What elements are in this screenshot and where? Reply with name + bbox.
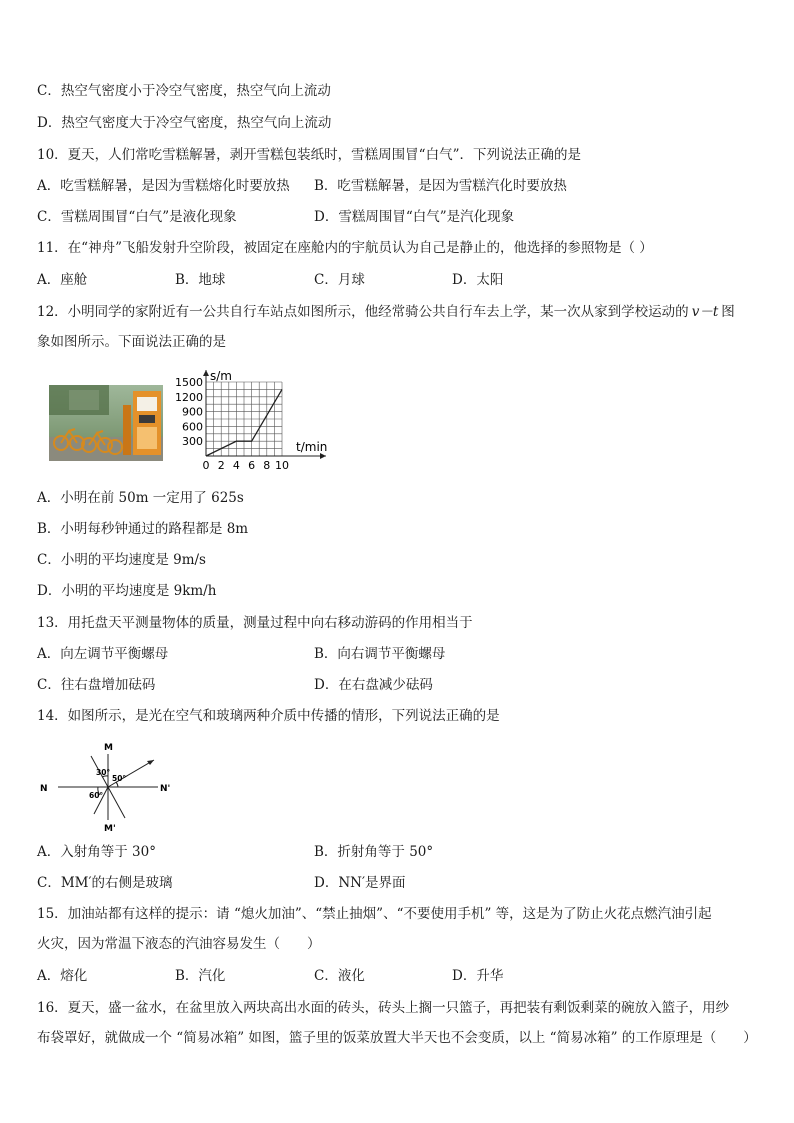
label-n: N	[40, 784, 48, 794]
q12-option-d: D．小明的平均速度是 9km/h	[37, 583, 217, 599]
q12-stem-text: 12．小明同学的家附近有一公共自行车站点如图所示，他经常骑公共自行车去上学，某一次从家到学校运动的	[37, 304, 689, 320]
angle-60: 60°	[89, 791, 104, 800]
q14-stem: 14．如图所示，是光在空气和玻璃两种介质中传播的情形，下列说法正确的是	[37, 708, 500, 724]
y-tick-label: 600	[182, 420, 203, 434]
q12-vt-symbol: v－t	[691, 304, 719, 320]
q12-stem-line1	[37, 303, 735, 321]
q13-option-c: C．往右盘增加砝码	[37, 677, 156, 693]
q11-option-a: A．座舱	[37, 272, 88, 288]
q12-option-c: C．小明的平均速度是 9m/s	[37, 552, 206, 568]
q12-stem-line2: 象如图所示。下面说法正确的是	[37, 334, 226, 350]
q10-stem: 10．夏天，人们常吃雪糕解暑，剥开雪糕包装纸时，雪糕周围冒“白气”．下列说法正确的是	[37, 147, 581, 163]
q16-stem-line2: 布袋罩好，就做成一个 “简易冰箱” 如图，篮子里的饭菜放置大半天也不会变质，以上 “简易冰箱” 的工作原理是（ ）	[37, 1030, 757, 1046]
optics-diagram	[36, 738, 186, 840]
x-axis-label: t/min	[296, 440, 328, 454]
q13-option-a: A．向左调节平衡螺母	[37, 646, 169, 662]
y-tick-label: 1200	[175, 390, 203, 404]
q15-option-c: C．液化	[314, 968, 365, 984]
q11-option-d: D．太阳	[452, 272, 504, 288]
q11-option-c: C．月球	[314, 272, 365, 288]
q11-option-b: B．地球	[175, 272, 226, 288]
q14-option-c: C．MM′的右侧是玻璃	[37, 875, 173, 891]
angle-50: 50°	[112, 774, 127, 783]
q12-stem-tail: 图	[721, 304, 735, 320]
y-tick-label: 900	[182, 405, 203, 419]
q15-option-a: A．熔化	[37, 968, 88, 984]
q14-option-d: D．NN′是界面	[314, 875, 406, 891]
angle-30: 30°	[96, 768, 111, 777]
q10-option-b: B．吃雪糕解暑，是因为雪糕汽化时要放热	[314, 178, 567, 194]
q16-stem-line1: 16．夏天，盛一盆水，在盆里放入两块高出水面的砖头，砖头上搁一只篮子，再把装有剩饭剩菜的碗放入篮子，用纱	[37, 1000, 730, 1016]
q15-option-b: B．汽化	[175, 968, 226, 984]
label-n-prime: N'	[160, 784, 171, 794]
q12-option-a: A．小明在前 50m 一定用了 625s	[37, 490, 244, 506]
y-tick-label: 300	[182, 435, 203, 449]
x-tick-label: 4	[232, 459, 240, 472]
y-tick-label: 1500	[175, 376, 203, 389]
q13-option-b: B．向右调节平衡螺母	[314, 646, 446, 662]
s-t-graph-svg	[168, 364, 333, 476]
bike-station-photo	[49, 385, 163, 461]
q14-option-a: A．入射角等于 30°	[37, 844, 156, 860]
q15-stem-line2: 火灾，因为常温下液态的汽油容易发生（ ）	[37, 936, 321, 952]
q13-option-d: D．在右盘减少砝码	[314, 677, 433, 693]
x-tick-label: 8	[263, 459, 271, 472]
y-axis-arrow	[203, 370, 209, 376]
q10-option-a: A．吃雪糕解暑，是因为雪糕熔化时要放热	[37, 178, 290, 194]
q13-stem: 13．用托盘天平测量物体的质量，测量过程中向右移动游码的作用相当于	[37, 615, 473, 631]
label-m: M	[104, 743, 113, 753]
q14-option-b: B．折射角等于 50°	[314, 844, 434, 860]
q11-stem: 11．在“神舟”飞船发射升空阶段，被固定在座舱内的宇航员认为自己是静止的，他选择的参照物是（ ）	[37, 240, 653, 256]
q10-option-d: D．雪糕周围冒“白气”是汽化现象	[314, 209, 515, 225]
q10-option-c: C．雪糕周围冒“白气”是液化现象	[37, 209, 237, 225]
q15-stem-line1: 15．加油站都有这样的提示：请 “熄火加油”、“禁止抽烟”、“不要使用手机” 等，这是为了防止火花点燃汽油引起	[37, 906, 712, 922]
y-axis-label: s/m	[210, 369, 232, 383]
x-tick-label: 10	[275, 459, 289, 472]
x-tick-label: 6	[248, 459, 256, 472]
q9-option-d: D．热空气密度大于冷空气密度，热空气向上流动	[37, 115, 332, 131]
x-tick-label: 0	[202, 459, 210, 472]
x-tick-label: 2	[217, 459, 225, 472]
q9-option-c: C．热空气密度小于冷空气密度，热空气向上流动	[37, 83, 331, 99]
q15-option-d: D．升华	[452, 968, 504, 984]
q12-option-b: B．小明每秒钟通过的路程都是 8m	[37, 521, 249, 537]
s-t-graph	[168, 364, 333, 480]
label-m-prime: M'	[104, 824, 116, 834]
